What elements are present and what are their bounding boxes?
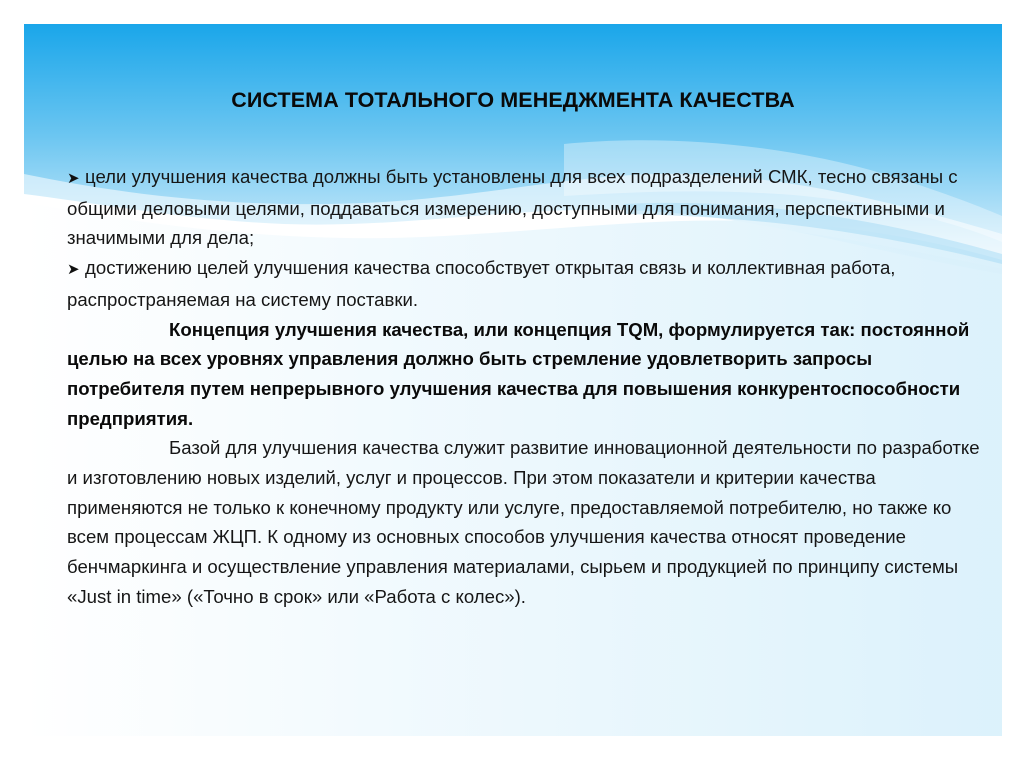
concept-paragraph: [67, 315, 992, 434]
bullet-text-2: достижению целей улучшения качества способствует открытая связь и коллективная работа, распространяемая на систему поставки.: [67, 257, 896, 310]
slide: [24, 24, 1002, 736]
bullet-text-1: цели улучшения качества должны быть установлены для всех подразделений СМК, тесно связаны с общими деловыми целями, поддаваться измерению, доступными для понимания, перспективными и значимыми для дела;: [67, 166, 958, 249]
basis-paragraph: [67, 433, 992, 611]
slide-title: СИСТЕМА ТОТАЛЬНОГО МЕНЕДЖМЕНТА КАЧЕСТВА: [231, 88, 795, 112]
arrowhead-bullet-icon: ➤: [67, 170, 80, 187]
arrowhead-bullet-icon: ➤: [67, 261, 80, 279]
concept-paragraph-text: Концепция улучшения качества, или концепция TQM, формулируется так: постоянной целью на всех уровнях управления должно быть стремление удовлетворить запросы потребителя путем непрерывного улучшения качества для повышения конкурентоспособности предприятия.: [67, 318, 970, 429]
bullet-item-1: [67, 162, 992, 253]
basis-paragraph-text: Базой для улучшения качества служит развитие инновационной деятельности по разработке и изготовлению новых изделий, услуг и процессов. При этом показатели и критерии качества применяются не только к конечному продукту или услуге, предоставляемой потребителю, но также ко всем процессам ЖЦП. К одному из основных способов улучшения качества относят проведение бенчмаркинга и осуществление управления материалами, сырьем и продукцией по принципу системы «Just in time» («Точно в срок» или «Работа с колес»).: [67, 437, 980, 607]
bullet-item-2: [67, 253, 992, 314]
slide-body: [67, 162, 992, 612]
